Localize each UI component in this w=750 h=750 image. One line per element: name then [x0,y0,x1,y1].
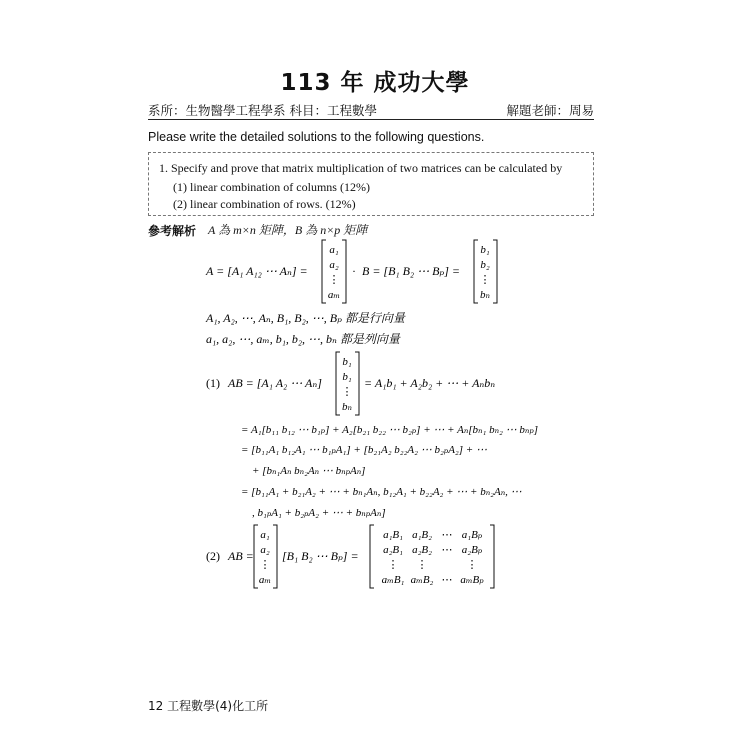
question-part-2: (2) linear combination of rows. (12%) [173,197,356,211]
result-cell: aₘB₂ [410,574,434,586]
part-2-left-bracket [254,525,258,588]
matrix-A-row: ⋮ [328,274,340,286]
eq-B-lhs: B = [B₁ B₂ ⋯ Bₚ] = [362,264,460,278]
part-1-row: b₁ [342,371,352,383]
part-2-right-bracket [273,525,277,588]
matrix-B-row: b₁ [480,244,490,256]
matrix-B-row: bₙ [480,289,490,301]
matrix-B-right-bracket [493,240,497,303]
matrix-B-row: ⋮ [479,274,491,286]
result-cell: ⋮ [387,559,399,571]
result-left-bracket [370,525,374,588]
part-1-step: = [b₁₁A₁ + b₂₁A₂ + ⋯ + bₙ₁Aₙ, b₁₂A₁ + b₂₂A₂ + ⋯ + bₙ₂Aₙ, ⋯ [241,486,522,498]
matrix-A-left-bracket [322,240,326,303]
part-2-row: a₁ [260,529,270,541]
instruction: Please write the detailed solutions to the following questions. [148,130,485,144]
result-right-bracket [490,525,494,588]
result-cell: a₂Bₚ [461,544,483,556]
department-subject: 系所：生物醫學工程學系 科目：工程數學 [148,103,377,118]
part-1-left-bracket [336,352,340,415]
result-cell: a₂B₂ [412,544,432,556]
result-cell: ⋮ [466,559,478,571]
result-cell: ⋯ [441,574,453,586]
matrix-A-row: a₁ [329,244,339,256]
answer-label: 參考解析 [148,224,197,238]
matrix-A-right-bracket [342,240,346,303]
part-1-step: , b₁ₚA₁ + b₂ₚA₂ + ⋯ + bₙₚAₙ] [252,507,386,519]
part-1-label: (1) [206,376,220,390]
part-2-row: aₘ [258,574,272,586]
result-cell: ⋮ [416,559,428,571]
part-2-lhs: AB = [228,549,254,563]
part-1-step: = A₁[b₁₁ b₁₂ ⋯ b₁ₚ] + A₂[b₂₁ b₂₂ ⋯ b₂ₚ] + ⋯ + Aₙ[bₙ₁ bₙ₂ ⋯ bₙₚ] [241,424,539,436]
result-cell: ⋯ [441,544,453,556]
result-cell: a₁Bₚ [461,529,483,541]
result-cell: a₁B₂ [412,529,432,541]
part-2-mid: [B₁ B₂ ⋯ Bₚ] = [282,549,359,563]
page-title: 113 年 成功大學 [280,70,470,96]
result-cell: ⋯ [441,529,453,541]
result-cell: a₂B₁ [383,544,403,556]
matrix-A-row: aₘ [327,289,341,301]
part-1-row: ⋮ [341,386,353,398]
result-cell: a₁B₁ [383,529,403,541]
result-cell: aₘB₁ [381,574,405,586]
eq-A-lhs: A = [A₁ A₁₂ ⋯ Aₙ] = [206,264,308,278]
row-vectors-note: a₁, a₂, ⋯, aₘ, b₁, b₂, ⋯, bₙ 都是列向量 [206,332,400,346]
part-1-step: = [b₁₁A₁ b₁₂A₁ ⋯ b₁ₚA₁] + [b₂₁A₂ b₂₂A₂ ⋯ b₂ₚA₂] + ⋯ [241,444,487,456]
part-1-row: bₙ [342,401,352,413]
teacher-name: 解題老師：周易 [506,103,594,118]
question-part-1: (1) linear combination of columns (12%) [173,180,370,194]
matrix-A-row: a₂ [329,259,339,271]
part-1-lhs: AB = [A₁ A₂ ⋯ Aₙ] [228,376,322,390]
answer-intro: A 為 m×n 矩陣，B 為 n×p 矩陣 [208,223,368,237]
part-2-label: (2) [206,549,220,563]
part-1-row: b₁ [342,356,352,368]
question-stem: 1. Specify and prove that matrix multiplication of two matrices can be calculated by [159,161,563,175]
part-2-row: ⋮ [259,559,271,571]
comma-separator: · [352,264,356,278]
result-cell: aₘBₚ [460,574,484,586]
page-footer: 12 工程數學(4)化工所 [148,699,269,713]
part-2-row: a₂ [260,544,270,556]
matrix-B-left-bracket [474,240,478,303]
part-1-rhs: = A₁b₁ + A₂b₂ + ⋯ + Aₙbₙ [364,376,496,390]
part-1-right-bracket [355,352,359,415]
part-1-step: + [bₙ₁Aₙ bₙ₂Aₙ ⋯ bₙₚAₙ] [252,465,366,477]
column-vectors-note: A₁, A₂, ⋯, Aₙ, B₁, B₂, ⋯, Bₚ 都是行向量 [206,311,405,325]
matrix-B-row: b₂ [480,259,490,271]
